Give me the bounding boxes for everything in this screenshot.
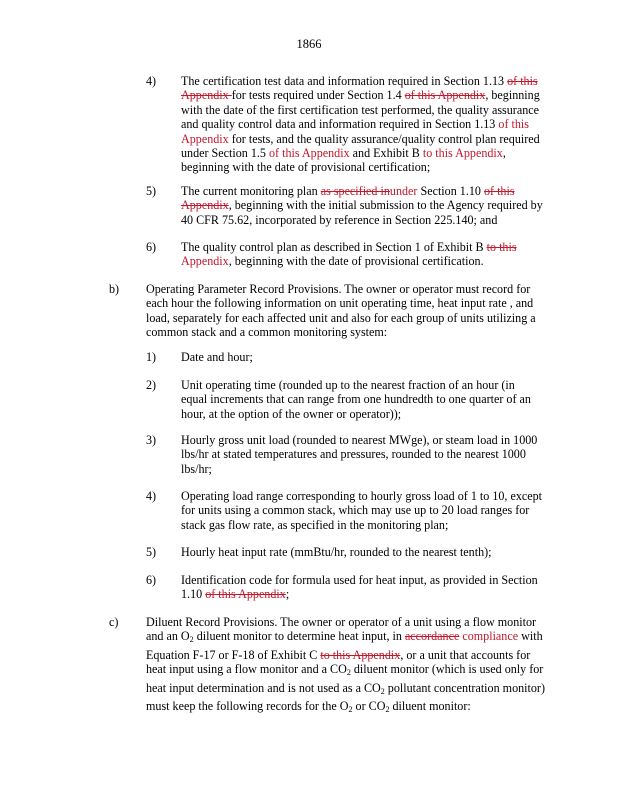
item-text-before: Identification code for formula used for heat input, as provided in Section 1.10 [181,573,538,602]
subscript: 2 [348,705,353,715]
item-label: 6) [146,240,157,254]
item-label: 4) [146,489,157,503]
subscript: 2 [380,686,385,696]
text-run: Diluent Record Provisions. The owner or operator of a unit using a flow monitor and an O [146,615,537,644]
deleted-text: of this Appendix [205,587,286,602]
text-run: diluent monitor (which is used only for heat input determination and is not used as a CO [146,662,544,695]
item-label: 5) [146,184,157,198]
item-label: 6) [146,573,157,587]
deleted-text: of this Appendix [181,74,538,103]
inserted-text: under [389,184,418,198]
subscript: 2 [189,635,194,645]
list-item-b5 [0,545,618,561]
item-text: Hourly heat input rate (mmBtu/hr, rounded to the nearest tenth); [181,545,492,559]
list-item-b6 [0,573,618,605]
list-item-a6 [0,240,618,274]
text-run: , beginning with the date of the first certification test performed, the quality assurance and quality control data and information required in Section 1.13 [181,88,540,132]
item-text-after: ; [285,587,290,602]
section-label: c) [109,615,119,629]
inserted-text: Appendix [181,254,229,269]
list-item-a4 [0,74,618,174]
text-run: , beginning with the initial submission to the Agency required by 40 CFR 75.62, incorporated by reference in Section 225.140; and [181,198,543,227]
deleted-text: to this [486,240,517,254]
deleted-text: of this Appendix [181,184,515,213]
item-text [181,184,543,227]
list-item-b2 [0,378,618,424]
text-run: The current monitoring plan [181,184,321,198]
deleted-text: accordance [404,629,460,644]
text-run: , beginning with the date of provisional certification. [228,254,484,269]
text-run: , beginning with the date of provisional certification; [181,146,506,175]
deleted-text: to this Appendix [320,647,401,662]
text-run: diluent monitor to determine heat input, in [193,629,405,644]
text-run: for tests required under Section 1.4 [231,88,405,103]
section-text: Operating Parameter Record Provisions. The owner or operator must record for each hour the following information on unit operating time, heat input rate , and load, separately for each affected unit and also for each group of units utilizing a common stack and a common monitoring system: [146,282,536,340]
item-text [181,74,543,175]
text-run: The certification test data and information required in Section 1.13 [181,74,508,88]
section-label: b) [109,282,120,296]
page-number: 1866 [296,37,322,51]
item-label: 2) [146,378,157,392]
item-label: 3) [146,433,157,447]
inserted-text: of this Appendix [181,117,529,146]
text-run: pollutant concentration monitor) must keep the following records for the O [146,680,545,714]
text-run: Section 1.10 [417,184,484,198]
section-text [146,615,546,717]
text-run: and Exhibit B [349,146,423,161]
text-run: , or a unit that accounts for heat input using a flow monitor and a CO [146,647,531,677]
item-text: Hourly gross unit load (rounded to nearest MWge), or steam load in 1000 lbs/hr at stated temperatures and pressures, rounded to the nearest 1000 lbs/hr; [181,433,538,476]
deleted-text: as specified in [320,184,390,198]
list-item-b1 [0,350,618,366]
inserted-text: compliance [459,629,522,644]
item-text [181,573,543,602]
inserted-text: to this Appendix [422,146,503,161]
text-run: diluent monitor: [389,699,471,714]
list-item-b4 [0,489,618,535]
item-label: 4) [146,74,157,88]
list-item-a5 [0,184,618,234]
item-text [181,240,543,269]
list-item-b3 [0,433,618,479]
text-run: The quality control plan as described in Section 1 of Exhibit B [181,240,487,254]
text-run: or CO [352,699,386,714]
subscript: 2 [346,668,351,678]
section-c [0,615,618,735]
item-text: Date and hour; [181,350,253,364]
section-b [0,282,618,344]
text-run: with Equation F-17 or F-18 of Exhibit C [146,629,543,662]
text-run: for tests, and the quality assurance/quality control plan required under Section 1.5 [181,131,540,161]
deleted-text: of this Appendix [404,88,486,103]
inserted-text: of this Appendix [269,146,350,161]
item-label: 5) [146,545,157,559]
subscript: 2 [385,705,390,715]
item-text: Unit operating time (rounded up to the nearest fraction of an hour (in equal increments that can range from one hundredth to one quarter of an hour, at the option of the owner or operator)); [181,378,531,421]
item-text: Operating load range corresponding to hourly gross load of 1 to 10, except for units using a common stack, which may use up to 20 load ranges for stack gas flow rate, as specified in the monitoring plan; [181,489,543,532]
item-label: 1) [146,350,157,364]
